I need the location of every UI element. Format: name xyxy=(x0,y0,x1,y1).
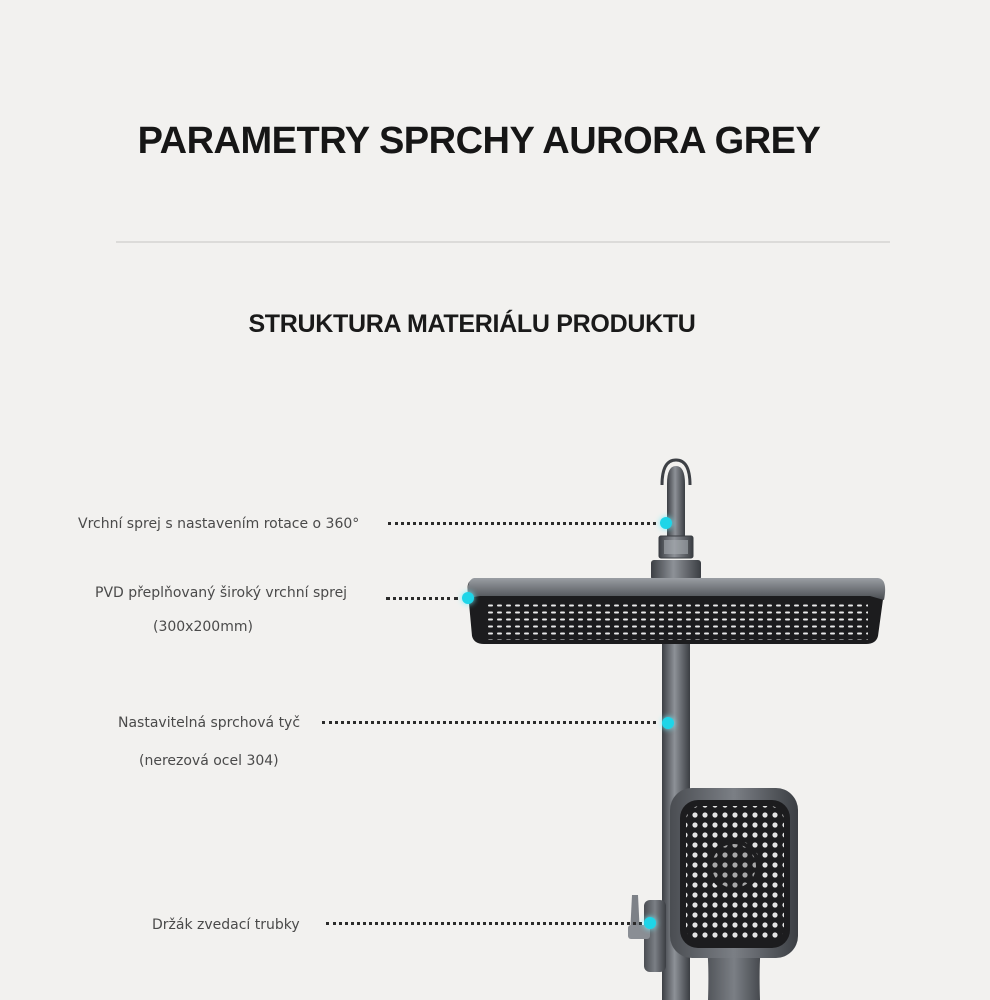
page-title: PARAMETRY SPRCHY AURORA GREY xyxy=(137,120,821,162)
callout-shower-bar-material: (nerezová ocel 304) xyxy=(139,753,279,769)
callout-top-spray-label: Vrchní sprej s nastavením rotace o 360° xyxy=(78,516,360,532)
callout-overhead-spray-size: (300x200mm) xyxy=(153,619,253,635)
callout-top-spray-marker xyxy=(660,517,672,529)
callout-shower-bar-label: Nastavitelná sprchová tyč xyxy=(118,715,301,731)
section-title: STRUKTURA MATERIÁLU PRODUKTU xyxy=(248,310,696,338)
gooseneck-arm xyxy=(667,466,685,540)
callout-holder-leader xyxy=(326,922,642,925)
callout-shower-bar-leader xyxy=(322,721,656,724)
head-connector xyxy=(651,560,701,580)
callout-holder-label: Držák zvedací trubky xyxy=(152,917,300,933)
callout-holder-marker xyxy=(644,917,656,929)
callout-top-spray-leader xyxy=(388,522,656,525)
callout-shower-bar-marker xyxy=(662,717,674,729)
callout-overhead-spray-marker xyxy=(462,592,474,604)
callout-overhead-spray-label: PVD přeplňovaný široký vrchní sprej xyxy=(95,585,348,601)
callout-overhead-spray-leader xyxy=(386,597,458,600)
